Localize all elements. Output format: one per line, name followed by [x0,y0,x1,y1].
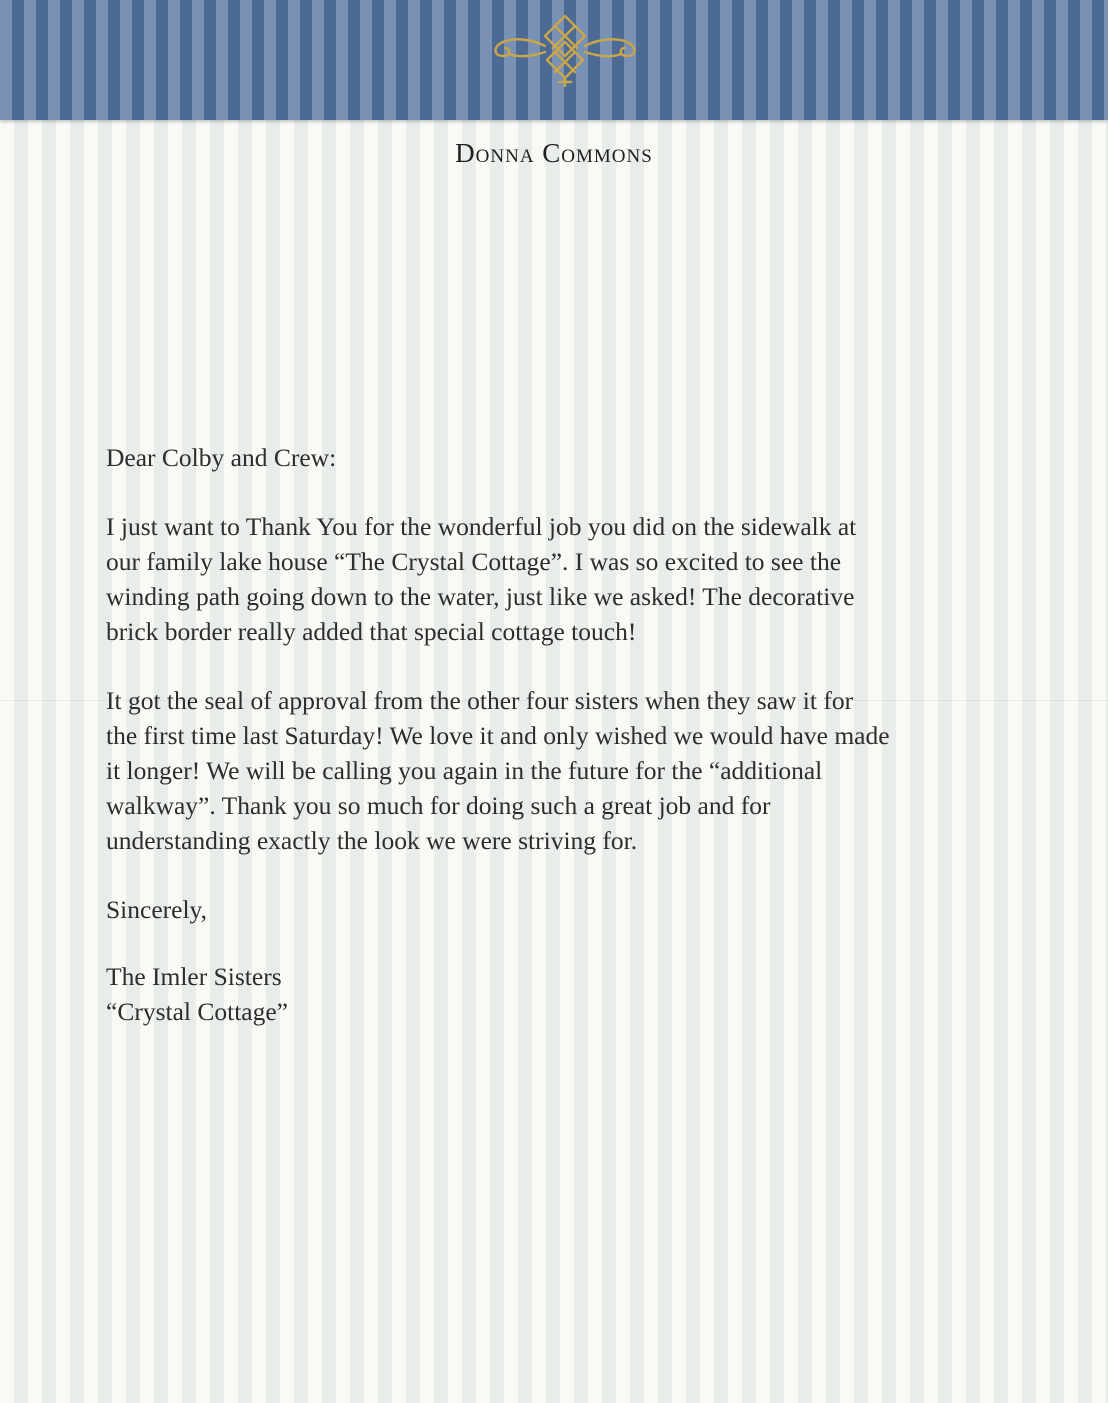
paragraph-line: walkway”. Thank you so much for doing such a great job and for [106,791,771,820]
paragraph-line: understanding exactly the look we were striving for. [106,826,638,855]
signature-place: “Crystal Cottage” [106,997,288,1026]
closing: Sincerely, [106,895,208,924]
paragraph-line: It got the seal of approval from the other four sisters when they saw it for [106,686,854,715]
paragraph-2 [106,683,1026,858]
paragraph-line: brick border really added that special cottage touch! [106,617,637,646]
paragraph-1 [106,509,1026,649]
gold-knot-ornament-icon [485,12,645,90]
letter-body [106,440,1026,1029]
salutation: Dear Colby and Crew: [106,443,337,472]
letterhead-band [0,0,1108,120]
signature-name: The Imler Sisters [106,962,282,991]
paragraph-line: I just want to Thank You for the wonderful job you did on the sidewalk at [106,512,857,541]
letterhead-name: Donna Commons [455,138,653,168]
paragraph-line: it longer! We will be calling you again in the future for the “additional [106,756,823,785]
paragraph-line: the first time last Saturday! We love it and only wished we would have made [106,721,890,750]
paragraph-line: our family lake house “The Crystal Cottage”. I was so excited to see the [106,547,842,576]
paragraph-line: winding path going down to the water, just like we asked! The decorative [106,582,855,611]
